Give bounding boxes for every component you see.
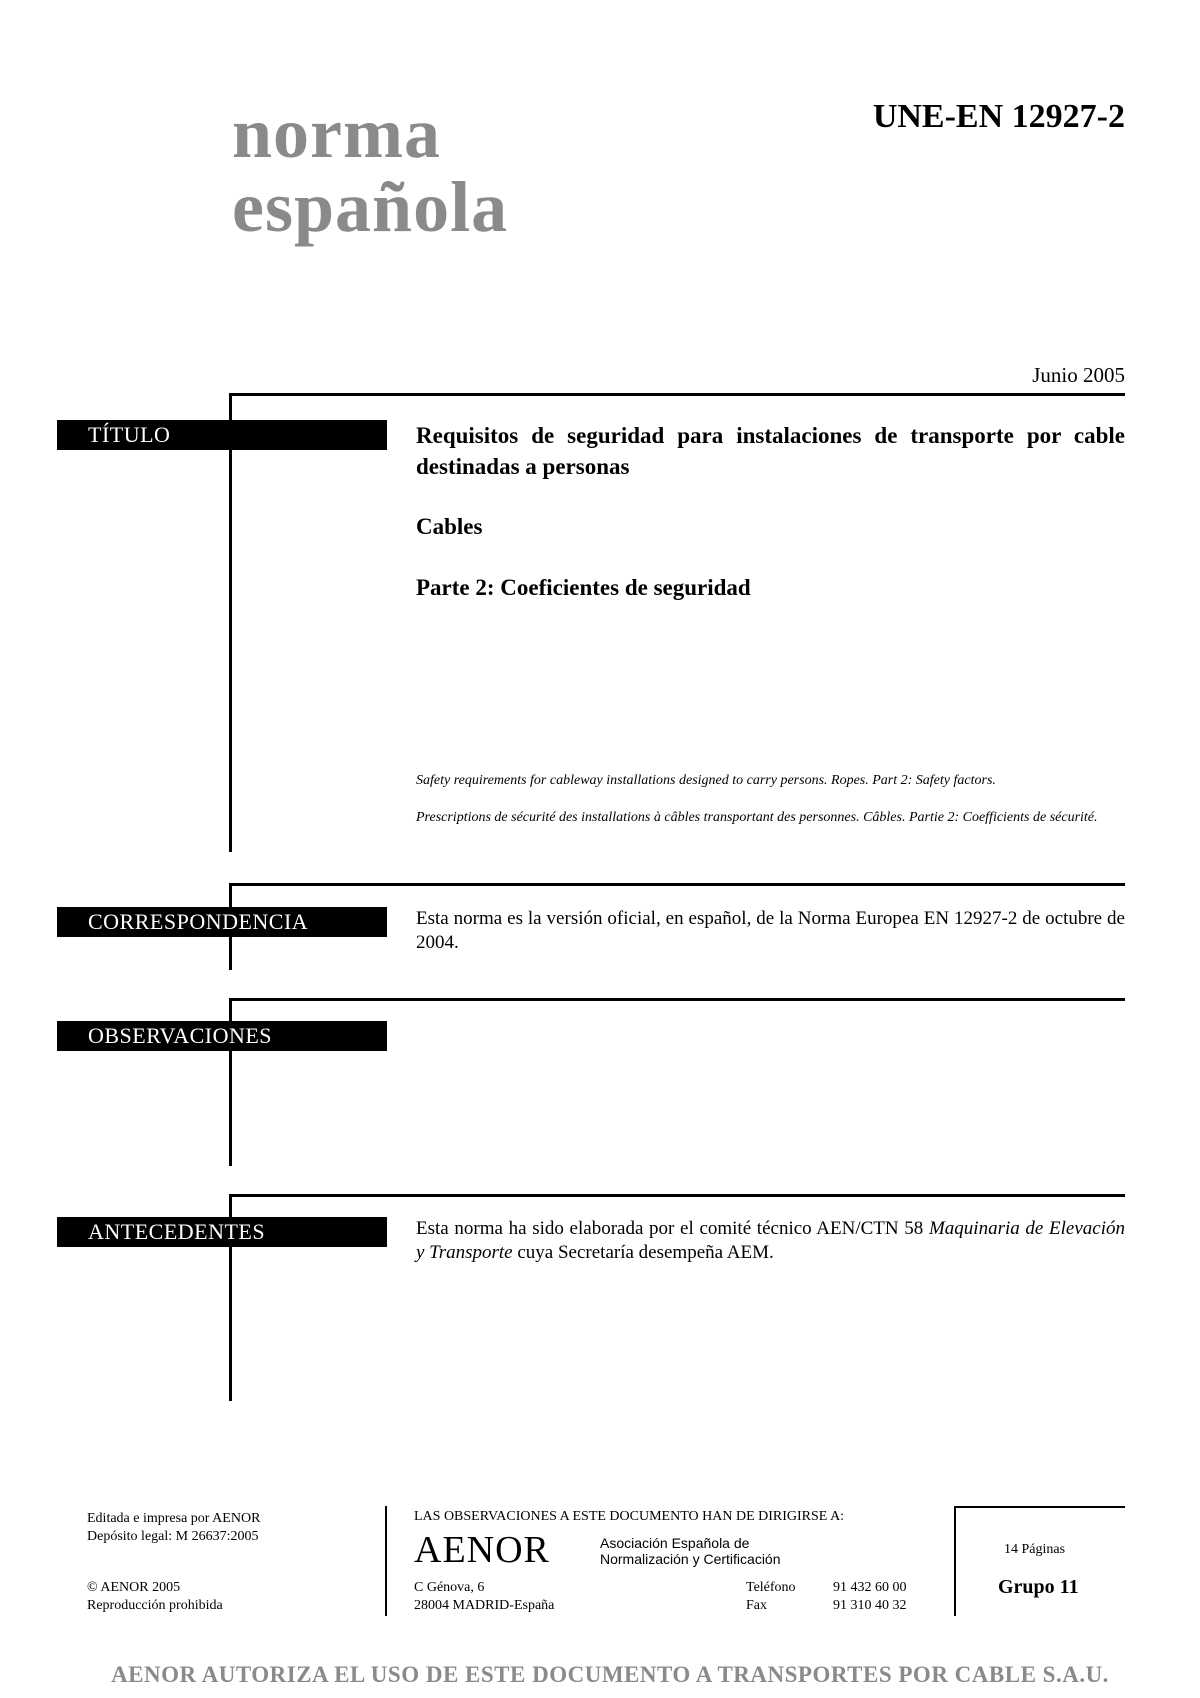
fax-number: 91 310 40 32: [833, 1598, 907, 1613]
subtitle: Cables: [416, 514, 483, 539]
aenor-logo: AENOR: [414, 1529, 550, 1571]
footer-divider-left: [385, 1506, 387, 1616]
correspondencia-text: Esta norma es la versión oficial, en español, de la Norma Europea EN 12927-2 de octubre de 2004.: [416, 908, 1125, 953]
antecedentes-text: [416, 1217, 1125, 1265]
aenor-name-line-2: Normalización y Certificación: [600, 1551, 781, 1567]
footer-observations-header: LAS OBSERVACIONES A ESTE DOCUMENTO HAN DE DIRIGIRSE A:: [414, 1509, 845, 1524]
footer-deposito: Depósito legal: M 26637:2005: [87, 1529, 259, 1544]
titulo-vertical-rule: [229, 393, 232, 852]
main-title: Requisitos de seguridad para instalaciones de transporte por cable destinadas a personas: [416, 423, 1125, 479]
footer-copyright: © AENOR 2005: [87, 1580, 181, 1595]
page-count: 14 Páginas: [1004, 1542, 1066, 1557]
authorization-notice: AENOR AUTORIZA EL USO DE ESTE DOCUMENTO A TRANSPORTES POR CABLE S.A.U.: [111, 1662, 1109, 1687]
label-observaciones: OBSERVACIONES: [57, 1021, 387, 1051]
footer-contact-values: [833, 1579, 907, 1615]
correspondencia-top-rule: [229, 883, 1125, 886]
part-title: Parte 2: Coeficientes de seguridad: [416, 575, 751, 600]
antecedentes-top-rule: [229, 1194, 1125, 1197]
antecedentes-text-part2: cuya Secretaría desempeña AEM.: [512, 1242, 774, 1263]
price-group: Grupo 11: [998, 1576, 1079, 1598]
phone-label: Teléfono: [746, 1580, 796, 1595]
antecedentes-committee-name: Maquinaria de Elevación y Transporte: [416, 1218, 1125, 1263]
publication-date: Junio 2005: [1032, 363, 1125, 387]
footer-reproduction: Reproducción prohibida: [87, 1598, 223, 1613]
footer-edited-by: Editada e impresa por AENOR: [87, 1511, 261, 1526]
observaciones-top-rule: [229, 998, 1125, 1001]
footer-copyright-block: [87, 1579, 223, 1615]
label-correspondencia: CORRESPONDENCIA: [57, 907, 387, 937]
title-english: Safety requirements for cableway installations designed to carry persons. Ropes. Part 2: Safety factors.: [416, 773, 996, 788]
address-line-2: 28004 MADRID-España: [414, 1598, 555, 1613]
aenor-full-name: [600, 1535, 781, 1567]
footer-box-top-rule: [954, 1506, 1125, 1508]
antecedentes-text-part1: Esta norma ha sido elaborada por el comité técnico AEN/CTN 58: [416, 1218, 929, 1239]
aenor-name-line-1: Asociación Española de: [600, 1535, 750, 1551]
phone-number: 91 432 60 00: [833, 1580, 907, 1595]
brand-title: [232, 93, 509, 247]
brand-line-1: norma: [232, 93, 441, 173]
footer-contact-labels: [746, 1579, 796, 1615]
footer-editorial: [87, 1510, 260, 1546]
title-french: Prescriptions de sécurité des installations à câbles transportant des personnes. Câbles. Partie 2: Coefficients de sécurité.: [416, 810, 1098, 825]
standard-code: UNE-EN 12927-2: [872, 98, 1125, 135]
brand-line-2: española: [232, 167, 509, 247]
label-antecedentes: ANTECEDENTES: [57, 1217, 387, 1247]
titulo-top-rule: [229, 393, 1125, 396]
fax-label: Fax: [746, 1598, 767, 1613]
label-titulo: TÍTULO: [57, 420, 387, 450]
footer-box-left-rule: [954, 1506, 956, 1616]
address-line-1: C Génova, 6: [414, 1580, 485, 1595]
footer-address: [414, 1579, 554, 1615]
